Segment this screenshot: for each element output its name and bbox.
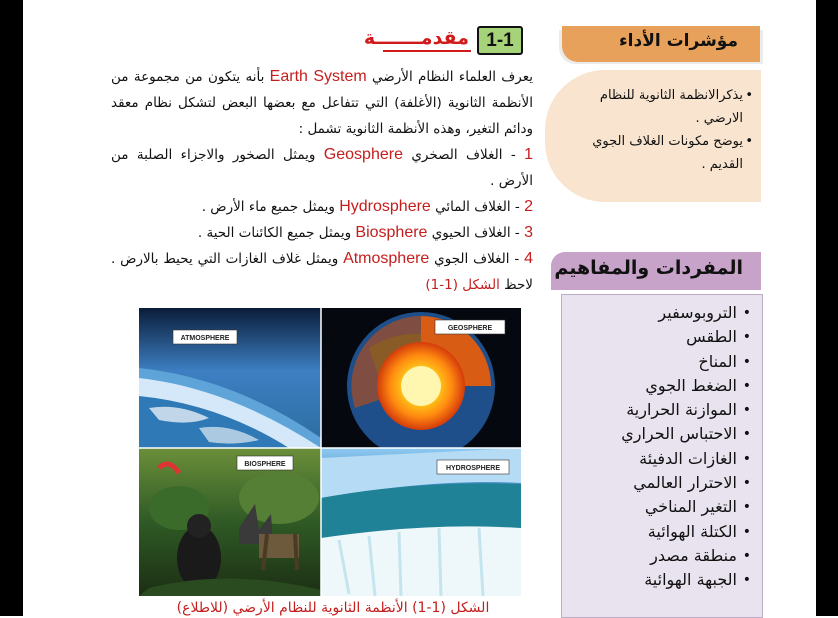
atmosphere-label: ATMOSPHERE [180,335,230,342]
biosphere-label: BIOSPHERE [244,461,286,468]
indicator-item: • يوضح مكونات الغلاف الجوي القديم . [563,130,753,176]
section-number-badge: 1-1 [477,26,523,55]
left-frame-border [0,0,23,616]
item-number: 1 [524,146,533,163]
term-hydrosphere: Hydrosphere [339,198,431,215]
list-item-atmosphere [111,246,533,298]
geosphere-panel [321,308,521,460]
text-run: - الغلاف المائي [430,199,525,215]
text-run: - الغلاف الصخري [402,147,525,163]
vocab-item: • التروبوسفير [571,301,751,325]
text-run: - الغلاف الجوي [429,251,525,267]
indicators-title: مؤشرات الأداء [618,31,738,51]
term-atmosphere: Atmosphere [343,250,430,267]
text-run: ويمثل جميع الكائنات الحية . [197,225,356,241]
right-frame-border [816,0,838,616]
text-run: - الغلاف الحيوي [427,225,525,241]
biosphere-panel [139,448,321,596]
indicator-item: • يذكرالانظمة الثانوية للنظام الارضي . [563,84,753,130]
term-biosphere: Biosphere [355,224,428,241]
geosphere-label: GEOSPHERE [447,325,493,332]
vocab-item: • الاحترار العالمي [571,471,751,495]
earth-subsystems-figure [139,308,521,596]
item-number: 3 [524,224,533,241]
vocab-item: • الغازات الدفيئة [571,447,751,471]
indicators-list [563,84,753,176]
figure-caption: الشكل (1-1) الأنظمة الثانوية للنظام الأرضي (للاطلاع) [176,600,490,616]
intro-paragraph [111,64,533,142]
vocab-item: • الجبهة الهوائية [571,568,751,592]
list-item-biosphere [111,220,533,246]
vocab-item: • الموازنة الحرارية [571,398,751,422]
section-title-underline [383,50,471,52]
list-item-hydrosphere [111,194,533,220]
vocabulary-tab [551,252,761,290]
vocabulary-title: المفردات والمفاهيم [554,257,743,279]
intro-text [111,64,533,298]
text-run: ويمثل الصخور والاجزاء الصلبة من الأرض . [111,147,533,189]
vocab-item: • منطقة مصدر [571,544,751,568]
vocab-item: • الاحتباس الحراري [571,422,751,446]
vocab-item: • المناخ [571,350,751,374]
item-number: 2 [524,198,533,215]
vocab-item: • الضغط الجوي [571,374,751,398]
hydrosphere-label: HYDROSPHERE [445,465,501,472]
document-page [23,0,816,616]
text-run: ويمثل جميع ماء الأرض . [201,199,340,215]
term-geosphere: Geosphere [323,146,403,163]
atmosphere-panel [139,308,321,448]
vocab-item: • الكتلة الهوائية [571,520,751,544]
earth-subsystems-image [139,308,521,596]
section-heading [353,24,523,54]
figure-reference-link[interactable]: الشكل (1-1) [425,277,500,293]
term-earth-system: Earth System [269,68,367,85]
section-title: مقدمـــــــة [363,27,469,49]
text-run: ويمثل غلاف الغازات التي يحيط بالارض . لاحظ [111,251,533,293]
list-item-geosphere [111,142,533,194]
hydrosphere-panel [321,448,521,596]
vocab-item: • التغير المناخي [571,495,751,519]
text-run: يعرف العلماء النظام الأرضي [366,69,533,85]
item-number: 4 [524,250,533,267]
text-run: بأنه يتكون من مجموعة من الأنظمة الثانوية (الأغلفة) التي تتفاعل مع بعضها البعض لتشكل نظام معقد ودائم التغير، وهذه الأنظمة الثانوية تشمل : [111,69,533,137]
vocabulary-list [571,301,751,593]
indicators-tab [562,26,760,62]
vocab-item: • الطقس [571,325,751,349]
